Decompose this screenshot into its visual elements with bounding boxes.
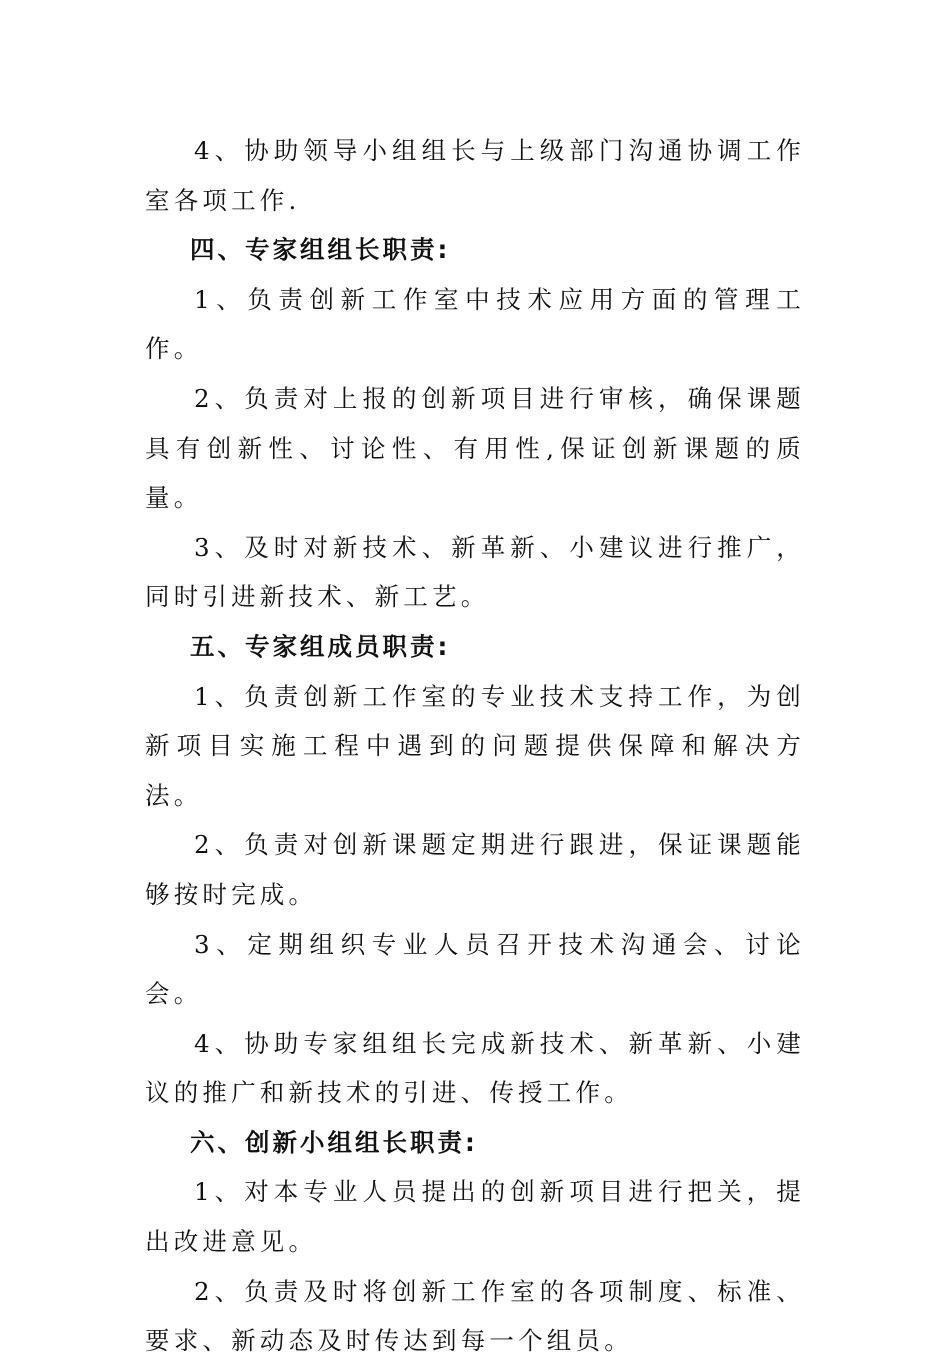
paragraph-innovation-leader-item-2: 2、负责及时将创新工作室的各项制度、标准、要求、新动态及时传达到每一个组员。 <box>145 1276 805 1356</box>
section-heading-expert-member: 五、专家组成员职责: <box>190 631 451 661</box>
document-body <box>145 126 805 1366</box>
section-heading-expert-leader: 四、专家组组长职责: <box>190 235 451 265</box>
paragraph-expert-member-item-1: 1、负责创新工作室的专业技术支持工作，为创新项目实施工程中遇到的问题提供保障和解决方法。 <box>145 681 805 810</box>
paragraph-expert-leader-item-1: 1、负责创新工作室中技术应用方面的管理工作。 <box>145 284 805 364</box>
paragraph-innovation-leader-item-1: 1、对本专业人员提出的创新项目进行把关，提出改进意见。 <box>145 1177 805 1257</box>
paragraph-expert-member-item-3: 3、定期组织专业人员召开技术沟通会、讨论会。 <box>145 929 805 1009</box>
paragraph-expert-leader-item-3: 3、及时对新技术、新革新、小建议进行推广，同时引进新技术、新工艺。 <box>145 532 805 612</box>
paragraph-leader-item-4: 4、协助领导小组组长与上级部门沟通协调工作室各项工作. <box>145 136 805 215</box>
paragraph-expert-member-item-4: 4、协助专家组组长完成新技术、新革新、小建议的推广和新技术的引进、传授工作。 <box>145 1028 805 1108</box>
section-heading-innovation-leader: 六、创新小组组长职责: <box>190 1127 478 1157</box>
paragraph-expert-leader-item-2: 2、负责对上报的创新项目进行审核，确保课题具有创新性、讨论性、有用性,保证创新课题的质量。 <box>145 383 805 513</box>
paragraph-expert-member-item-2: 2、负责对创新课题定期进行跟进，保证课题能够按时完成。 <box>145 830 805 909</box>
